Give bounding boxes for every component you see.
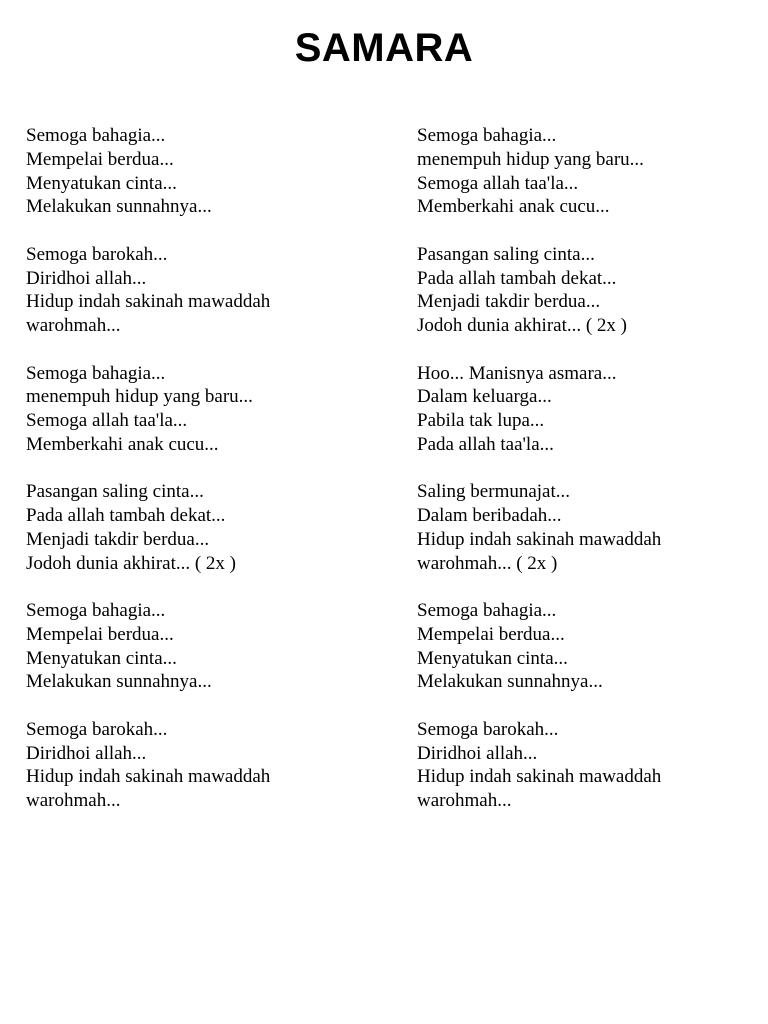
lyric-line: Mempelai berdua... [26,623,174,645]
lyric-line: Hidup indah sakinah mawaddah [417,766,662,788]
lyric-line: Menjadi takdir berdua... [26,528,210,550]
lyric-line: warohmah... [26,790,121,811]
lyric-line: Pasangan saling cinta... [26,481,204,503]
lyric-line: Dalam keluarga... [417,386,552,408]
lyric-stanza [26,243,386,338]
lyric-stanza [26,718,386,813]
lyric-stanza [26,599,386,694]
lyric-line: Semoga bahagia... [26,600,166,621]
lyric-line: warohmah... [26,315,121,336]
lyric-line: Semoga bahagia... [26,362,166,384]
lyric-line: Hidup indah sakinah mawaddah [26,291,271,313]
lyric-line: Melakukan sunnahnya... [26,671,212,693]
lyric-line: Melakukan sunnahnya... [26,196,212,218]
lyric-line: Semoga barokah... [417,718,559,740]
lyric-line: Pabila tak lupa... [417,410,545,431]
lyric-line: Hidup indah sakinah mawaddah [26,766,271,788]
lyric-line: Jodoh dunia akhirat... ( 2x ) [417,315,628,336]
lyric-line: Menyatukan cinta... [26,647,177,669]
lyric-line: warohmah... [417,790,512,811]
lyric-line: Semoga barokah... [26,243,168,265]
lyrics-column-left [26,124,386,837]
lyric-line: Semoga allah taa'la... [26,410,188,431]
lyric-line: Menyatukan cinta... [417,647,568,669]
lyric-line: Semoga bahagia... [417,600,557,621]
lyric-line: Pada allah tambah dekat... [26,505,226,526]
lyric-stanza [417,124,768,219]
lyric-line: Hoo... Manisnya asmara... [417,362,617,384]
lyric-stanza [417,718,768,813]
lyric-stanza [417,243,768,338]
lyric-line: Hidup indah sakinah mawaddah [417,528,662,550]
lyric-line: Mempelai berdua... [417,623,565,645]
song-title: SAMARA [294,26,474,70]
lyric-line: warohmah... ( 2x ) [417,552,558,574]
lyric-line: Diridhoi allah... [417,742,538,764]
lyric-line: Semoga barokah... [26,718,168,740]
lyric-stanza [26,362,386,457]
lyric-line: Melakukan sunnahnya... [417,671,603,693]
lyric-line: Pasangan saling cinta... [417,243,595,265]
lyric-line: Pada allah tambah dekat... [417,267,617,289]
lyric-line: Mempelai berdua... [26,148,174,170]
lyric-stanza [417,362,768,457]
lyric-line: Menjadi takdir berdua... [417,291,601,313]
lyric-line: Semoga allah taa'la... [417,172,579,194]
lyric-line: Saling bermunajat... [417,481,571,503]
lyric-line: Pada allah taa'la... [417,433,554,455]
lyric-line: Diridhoi allah... [26,742,147,764]
lyric-stanza [417,480,768,575]
lyrics-column-right [417,124,768,837]
lyric-stanza [417,599,768,694]
lyric-line: Memberkahi anak cucu... [26,433,219,455]
lyric-stanza [26,124,386,219]
lyric-line: Jodoh dunia akhirat... ( 2x ) [26,552,237,574]
lyric-line: menempuh hidup yang baru... [417,148,644,170]
lyric-line: Dalam beribadah... [417,505,562,526]
lyric-line: Diridhoi allah... [26,267,147,289]
lyric-stanza [26,480,386,575]
lyric-line: Semoga bahagia... [26,125,166,146]
lyric-line: Memberkahi anak cucu... [417,196,610,218]
lyric-line: Semoga bahagia... [417,125,557,146]
lyric-line: Menyatukan cinta... [26,172,177,194]
lyric-line: menempuh hidup yang baru... [26,386,253,408]
